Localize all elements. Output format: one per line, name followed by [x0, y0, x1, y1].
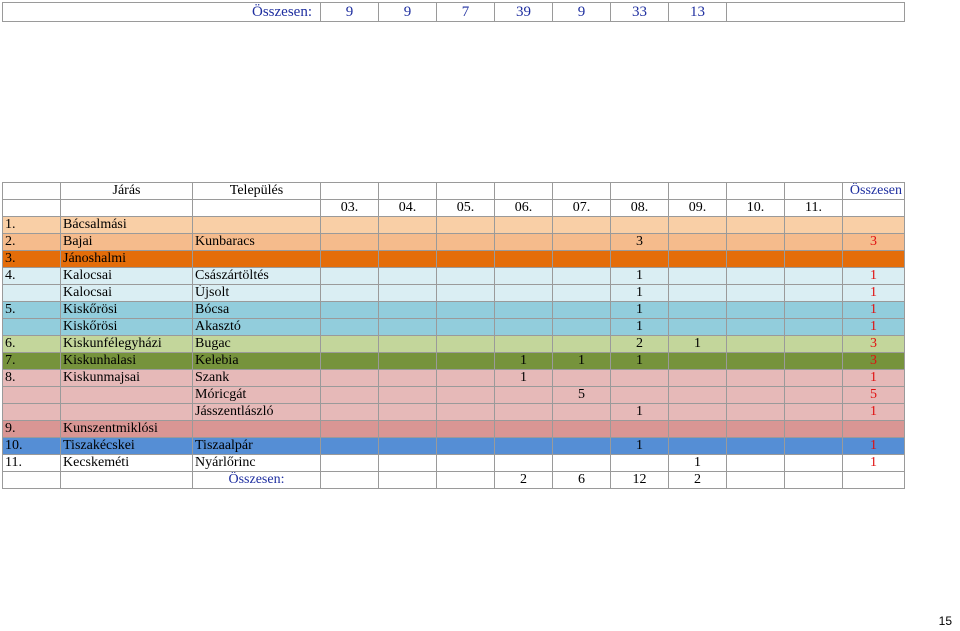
row-month-value [495, 455, 553, 472]
footer-empty [843, 472, 905, 489]
row-number: 5. [3, 302, 61, 319]
row-month-value [669, 319, 727, 336]
table-row [3, 217, 905, 234]
month-header: 05. [437, 200, 495, 217]
footer-empty [61, 472, 193, 489]
row-month-value: 5 [553, 387, 611, 404]
row-jaras [61, 387, 193, 404]
row-jaras: Bácsalmási [61, 217, 193, 234]
row-month-value [553, 455, 611, 472]
row-month-value: 1 [495, 353, 553, 370]
top-summary-value: 13 [669, 3, 727, 22]
header-cell-empty [843, 200, 905, 217]
row-month-value [727, 251, 785, 268]
header-cell-empty [785, 183, 843, 200]
row-month-value [495, 268, 553, 285]
row-month-value [437, 285, 495, 302]
row-month-value [379, 455, 437, 472]
row-month-value: 1 [669, 336, 727, 353]
row-telepules: Szank [193, 370, 321, 387]
row-month-value [611, 455, 669, 472]
row-month-value [669, 234, 727, 251]
row-month-value [785, 217, 843, 234]
row-month-value [379, 438, 437, 455]
header-cell-empty [669, 183, 727, 200]
top-summary-empty [727, 3, 905, 22]
row-month-value [785, 353, 843, 370]
row-month-value [669, 370, 727, 387]
row-telepules: Újsolt [193, 285, 321, 302]
table-row [3, 404, 905, 421]
row-month-value [437, 353, 495, 370]
row-month-value [669, 353, 727, 370]
row-month-value [669, 387, 727, 404]
table-body [3, 183, 905, 489]
row-month-value [495, 319, 553, 336]
row-telepules: Kelebia [193, 353, 321, 370]
header-cell-empty [3, 183, 61, 200]
row-month-value [379, 234, 437, 251]
table-row [3, 421, 905, 438]
header-cell-empty [495, 183, 553, 200]
row-month-value [379, 336, 437, 353]
row-month-value [727, 336, 785, 353]
row-month-value [321, 217, 379, 234]
row-month-value [727, 387, 785, 404]
row-month-value [727, 421, 785, 438]
row-month-value [669, 421, 727, 438]
row-month-value [379, 285, 437, 302]
footer-value: 6 [553, 472, 611, 489]
row-month-value [379, 251, 437, 268]
row-month-value [669, 217, 727, 234]
row-month-value [437, 387, 495, 404]
header-cell-empty [727, 183, 785, 200]
row-telepules: Kunbaracs [193, 234, 321, 251]
row-month-value [495, 234, 553, 251]
row-telepules: Móricgát [193, 387, 321, 404]
row-jaras [61, 404, 193, 421]
table-row [3, 387, 905, 404]
row-number: 7. [3, 353, 61, 370]
statistics-table [2, 182, 905, 489]
row-number [3, 404, 61, 421]
row-total: 1 [843, 370, 905, 387]
row-telepules: Bugac [193, 336, 321, 353]
row-number [3, 285, 61, 302]
row-jaras: Jánoshalmi [61, 251, 193, 268]
footer-value: 2 [495, 472, 553, 489]
footer-row [3, 472, 905, 489]
header-cell-empty [3, 200, 61, 217]
header-cell-empty [611, 183, 669, 200]
row-month-value [785, 234, 843, 251]
row-jaras: Kiskőrösi [61, 302, 193, 319]
row-total [843, 421, 905, 438]
month-header: 06. [495, 200, 553, 217]
row-month-value: 1 [495, 370, 553, 387]
row-month-value [669, 438, 727, 455]
row-month-value [321, 251, 379, 268]
header-osszesen: Összesen [843, 183, 905, 200]
header-cell-empty [553, 183, 611, 200]
table-row [3, 455, 905, 472]
top-summary-value: 9 [379, 3, 437, 22]
row-jaras: Kalocsai [61, 268, 193, 285]
row-month-value [553, 404, 611, 421]
row-month-value [321, 353, 379, 370]
row-month-value [321, 302, 379, 319]
row-month-value [553, 336, 611, 353]
row-month-value: 1 [553, 353, 611, 370]
row-month-value [495, 302, 553, 319]
row-month-value: 1 [611, 404, 669, 421]
row-month-value [669, 285, 727, 302]
row-month-value [495, 421, 553, 438]
row-month-value: 1 [611, 302, 669, 319]
row-month-value [379, 217, 437, 234]
row-number [3, 319, 61, 336]
table-row [3, 319, 905, 336]
row-jaras: Kiskunhalasi [61, 353, 193, 370]
row-total: 3 [843, 336, 905, 353]
row-month-value [437, 421, 495, 438]
row-month-value [379, 302, 437, 319]
row-telepules [193, 251, 321, 268]
row-month-value [553, 438, 611, 455]
header-cell-empty [193, 200, 321, 217]
top-summary-label: Összesen: [3, 3, 321, 22]
row-telepules: Akasztó [193, 319, 321, 336]
row-total: 3 [843, 234, 905, 251]
row-month-value [727, 438, 785, 455]
row-month-value [437, 319, 495, 336]
header-cell-empty [321, 183, 379, 200]
row-month-value [727, 455, 785, 472]
row-number: 11. [3, 455, 61, 472]
row-month-value [321, 268, 379, 285]
month-header: 08. [611, 200, 669, 217]
row-month-value: 2 [611, 336, 669, 353]
top-summary-value: 33 [611, 3, 669, 22]
row-month-value [785, 336, 843, 353]
row-number: 3. [3, 251, 61, 268]
row-number: 6. [3, 336, 61, 353]
table-row [3, 285, 905, 302]
row-month-value [553, 370, 611, 387]
row-month-value [437, 404, 495, 421]
row-month-value [553, 302, 611, 319]
row-month-value [437, 438, 495, 455]
month-header: 04. [379, 200, 437, 217]
row-month-value [321, 336, 379, 353]
row-month-value [495, 438, 553, 455]
table-row [3, 370, 905, 387]
row-month-value [553, 421, 611, 438]
row-month-value [785, 319, 843, 336]
row-month-value [553, 285, 611, 302]
footer-value [437, 472, 495, 489]
row-total: 1 [843, 455, 905, 472]
month-header: 10. [727, 200, 785, 217]
row-month-value [321, 438, 379, 455]
row-month-value [495, 285, 553, 302]
row-month-value [727, 404, 785, 421]
row-month-value [611, 251, 669, 268]
row-month-value [611, 217, 669, 234]
row-month-value [437, 336, 495, 353]
row-month-value [727, 370, 785, 387]
row-month-value [611, 387, 669, 404]
row-month-value: 1 [611, 285, 669, 302]
row-month-value: 1 [611, 268, 669, 285]
row-month-value [785, 421, 843, 438]
footer-label: Összesen: [193, 472, 321, 489]
row-month-value [785, 251, 843, 268]
row-month-value [495, 387, 553, 404]
row-number: 9. [3, 421, 61, 438]
top-summary-value: 39 [495, 3, 553, 22]
row-month-value [379, 268, 437, 285]
row-month-value [727, 302, 785, 319]
row-total [843, 217, 905, 234]
row-month-value [553, 268, 611, 285]
row-month-value [437, 455, 495, 472]
row-month-value: 1 [669, 455, 727, 472]
table-row [3, 353, 905, 370]
row-month-value [785, 404, 843, 421]
row-month-value [785, 285, 843, 302]
footer-value [321, 472, 379, 489]
row-month-value [495, 336, 553, 353]
table-row [3, 336, 905, 353]
row-month-value [321, 421, 379, 438]
row-total: 1 [843, 404, 905, 421]
top-summary-table [2, 2, 905, 22]
row-month-value [727, 319, 785, 336]
row-month-value: 1 [611, 353, 669, 370]
header-cell-empty [61, 200, 193, 217]
row-month-value [495, 404, 553, 421]
month-header: 09. [669, 200, 727, 217]
page-number: 15 [938, 614, 952, 628]
row-number: 4. [3, 268, 61, 285]
row-jaras: Kecskeméti [61, 455, 193, 472]
row-month-value [379, 387, 437, 404]
footer-value [727, 472, 785, 489]
header-cell-empty [379, 183, 437, 200]
row-jaras: Kiskőrösi [61, 319, 193, 336]
row-total: 3 [843, 353, 905, 370]
row-month-value [379, 421, 437, 438]
row-month-value [727, 285, 785, 302]
row-month-value [785, 302, 843, 319]
row-month-value [553, 217, 611, 234]
row-month-value [437, 302, 495, 319]
row-number: 2. [3, 234, 61, 251]
row-telepules [193, 217, 321, 234]
row-month-value [495, 217, 553, 234]
table-row [3, 302, 905, 319]
top-summary-value: 7 [437, 3, 495, 22]
row-telepules [193, 421, 321, 438]
table-row [3, 438, 905, 455]
row-month-value [321, 319, 379, 336]
row-telepules: Nyárlőrinc [193, 455, 321, 472]
row-month-value [727, 217, 785, 234]
row-month-value [727, 268, 785, 285]
row-month-value [669, 268, 727, 285]
row-month-value [669, 251, 727, 268]
row-number: 1. [3, 217, 61, 234]
row-jaras: Kunszentmiklósi [61, 421, 193, 438]
header-cell-empty [437, 183, 495, 200]
top-summary-value: 9 [553, 3, 611, 22]
row-month-value [321, 404, 379, 421]
row-month-value [321, 370, 379, 387]
month-header-row [3, 200, 905, 217]
row-month-value [611, 421, 669, 438]
top-summary-row [3, 3, 905, 22]
row-month-value [321, 234, 379, 251]
row-month-value [785, 438, 843, 455]
top-summary-value: 9 [321, 3, 379, 22]
row-month-value [437, 370, 495, 387]
header-telepules: Település [193, 183, 321, 200]
row-month-value [785, 268, 843, 285]
footer-value: 12 [611, 472, 669, 489]
row-month-value [321, 285, 379, 302]
table-row [3, 268, 905, 285]
month-header: 07. [553, 200, 611, 217]
row-number: 10. [3, 438, 61, 455]
row-jaras: Kalocsai [61, 285, 193, 302]
row-month-value [437, 251, 495, 268]
row-total: 5 [843, 387, 905, 404]
row-telepules: Bócsa [193, 302, 321, 319]
row-month-value [727, 234, 785, 251]
row-month-value [669, 302, 727, 319]
row-month-value [379, 319, 437, 336]
row-month-value: 1 [611, 319, 669, 336]
row-month-value [437, 234, 495, 251]
row-month-value [727, 353, 785, 370]
row-month-value [553, 251, 611, 268]
row-total [843, 251, 905, 268]
header-jaras: Járás [61, 183, 193, 200]
row-jaras: Bajai [61, 234, 193, 251]
month-header: 11. [785, 200, 843, 217]
row-jaras: Tiszakécskei [61, 438, 193, 455]
row-month-value [321, 387, 379, 404]
table-row [3, 234, 905, 251]
row-jaras: Kiskunmajsai [61, 370, 193, 387]
row-telepules: Császártöltés [193, 268, 321, 285]
row-month-value [553, 319, 611, 336]
row-month-value [495, 251, 553, 268]
row-total: 1 [843, 302, 905, 319]
footer-value [785, 472, 843, 489]
row-month-value [611, 370, 669, 387]
row-month-value [785, 455, 843, 472]
footer-value [379, 472, 437, 489]
row-total: 1 [843, 268, 905, 285]
row-month-value [669, 404, 727, 421]
row-month-value [379, 404, 437, 421]
row-month-value: 3 [611, 234, 669, 251]
footer-empty [3, 472, 61, 489]
row-total: 1 [843, 285, 905, 302]
header-row [3, 183, 905, 200]
month-header: 03. [321, 200, 379, 217]
row-telepules: Tiszaalpár [193, 438, 321, 455]
row-number [3, 387, 61, 404]
row-month-value [379, 353, 437, 370]
row-number: 8. [3, 370, 61, 387]
row-month-value [437, 217, 495, 234]
row-jaras: Kiskunfélegyházi [61, 336, 193, 353]
row-total: 1 [843, 438, 905, 455]
row-month-value [553, 234, 611, 251]
row-total: 1 [843, 319, 905, 336]
row-telepules: Jásszentlászló [193, 404, 321, 421]
row-month-value: 1 [611, 438, 669, 455]
row-month-value [321, 455, 379, 472]
footer-value: 2 [669, 472, 727, 489]
table-row [3, 251, 905, 268]
row-month-value [379, 370, 437, 387]
row-month-value [785, 370, 843, 387]
row-month-value [437, 268, 495, 285]
row-month-value [785, 387, 843, 404]
